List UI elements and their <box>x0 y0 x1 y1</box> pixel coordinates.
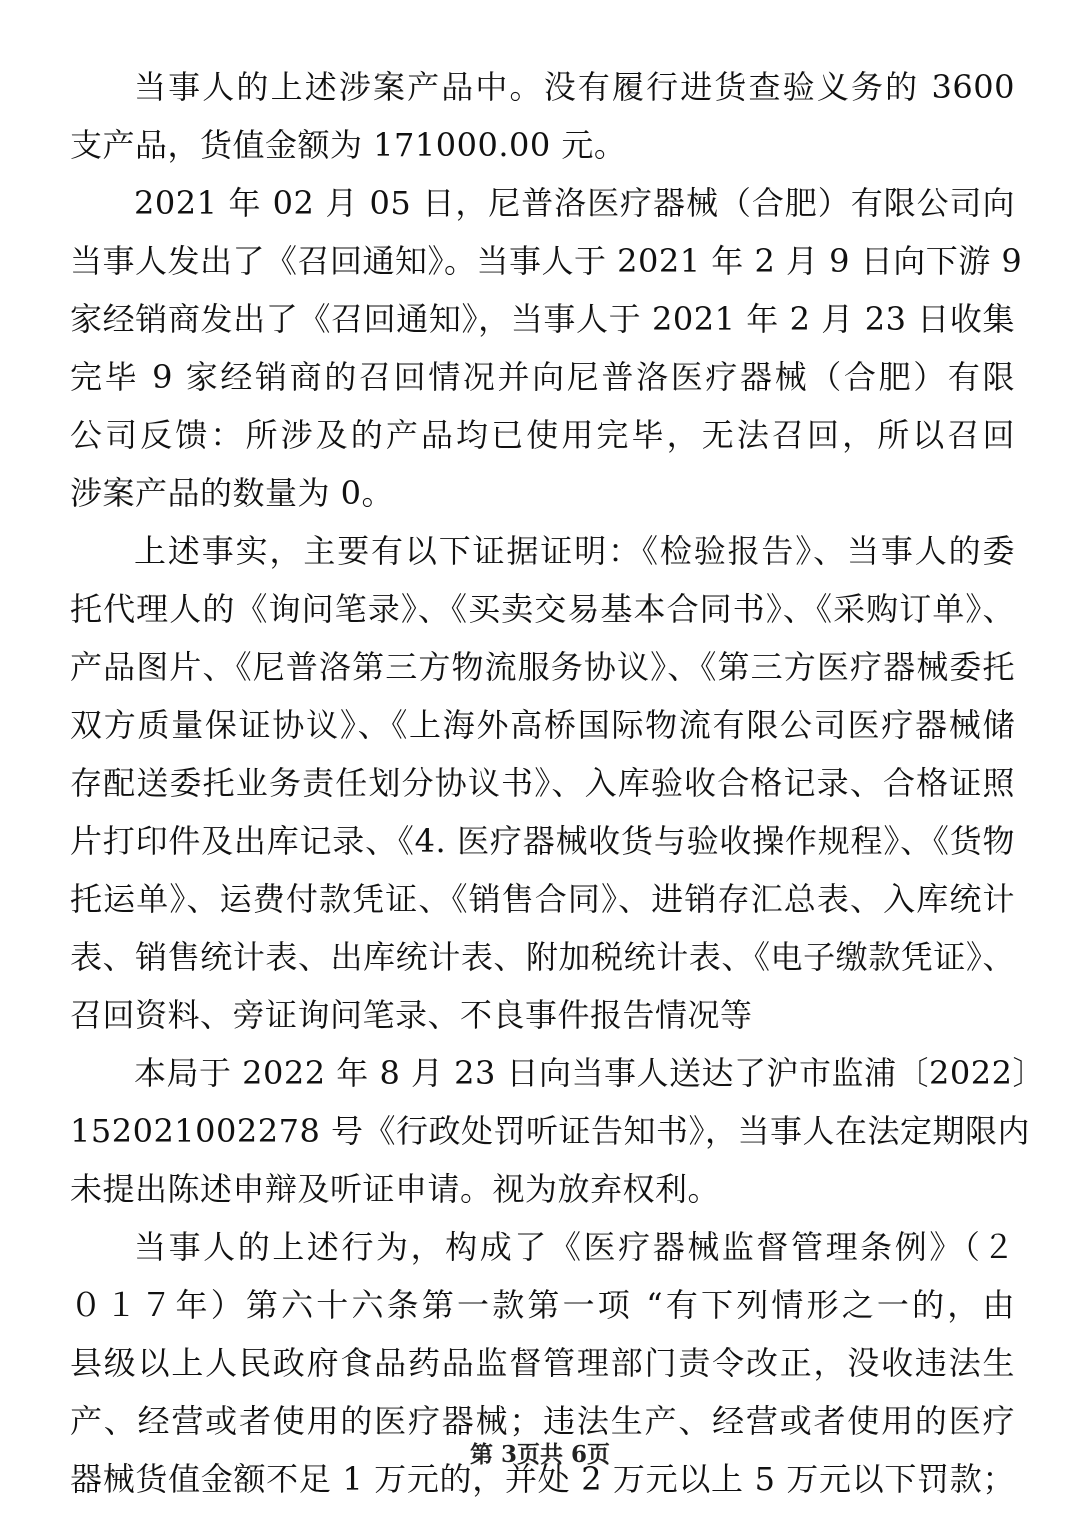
text-line: 上述事实，主要有以下证据证明：《检验报告》、当事人的委 <box>134 532 1015 570</box>
text-line: 召回资料、旁证询问笔录、不良事件报告情况等 <box>70 996 753 1034</box>
text-line: 2021 年 02 月 05 日，尼普洛医疗器械（合肥）有限公司向 <box>134 184 1015 222</box>
text-line: 表、销售统计表、出库统计表、附加税统计表、《电子缴款凭证》、 <box>70 938 1015 976</box>
text-line: 当事人发出了《召回通知》。当事人于 2021 年 2 月 9 日向下游 9 <box>70 242 1023 280</box>
text-line: 支产品，货值金额为 171000.00 元。 <box>70 126 627 164</box>
text-line: 当事人的上述涉案产品中。没有履行进货查验义务的 3600 <box>134 68 1015 106</box>
text-line: 器械货值金额不足 1 万元的，并处 2 万元以上 5 万元以下罚款； <box>70 1460 1015 1498</box>
text-line: 县级以上人民政府食品药品监督管理部门责令改正，没收违法生 <box>70 1344 1015 1382</box>
text-line: 涉案产品的数量为 0。 <box>70 474 395 512</box>
page-number: 第 3页共 6页 <box>469 1441 611 1468</box>
text-line: 未提出陈述申辩及听证申请。视为放弃权利。 <box>70 1170 721 1208</box>
text-line: 托代理人的《询问笔录》、《买卖交易基本合同书》、《采购订单》、 <box>70 590 1015 628</box>
text-line: 产品图片、《尼普洛第三方物流服务协议》、《第三方医疗器械委托 <box>70 648 1015 686</box>
text-line: 完毕 9 家经销商的召回情况并向尼普洛医疗器械（合肥）有限 <box>70 358 1015 396</box>
text-line: 托运单》、运费付款凭证、《销售合同》、进销存汇总表、入库统计 <box>70 880 1015 918</box>
document-body <box>70 58 1045 1508</box>
text-line: 双方质量保证协议》、《上海外高桥国际物流有限公司医疗器械储 <box>70 706 1015 744</box>
text-line: 当事人的上述行为，构成了《医疗器械监督管理条例》（２ <box>134 1228 1015 1266</box>
text-line: 片打印件及出库记录、《4. 医疗器械收货与验收操作规程》、《货物 <box>70 822 1015 860</box>
text-line: 公司反馈：所涉及的产品均已使用完毕，无法召回，所以召回 <box>70 416 1015 454</box>
text-line: 存配送委托业务责任划分协议书》、入库验收合格记录、合格证照 <box>70 764 1015 802</box>
text-line: 产、经营或者使用的医疗器械；违法生产、经营或者使用的医疗 <box>70 1402 1015 1440</box>
text-line: 152021002278 号《行政处罚听证告知书》，当事人在法定期限内 <box>70 1112 1030 1150</box>
text-line: 本局于 2022 年 8 月 23 日向当事人送达了沪市监浦〔2022〕 <box>134 1054 1045 1092</box>
text-line: ０１７年）第六十六条第一款第一项 “有下列情形之一的，由 <box>70 1286 1015 1324</box>
text-line: 家经销商发出了《召回通知》，当事人于 2021 年 2 月 23 日收集 <box>70 300 1015 338</box>
